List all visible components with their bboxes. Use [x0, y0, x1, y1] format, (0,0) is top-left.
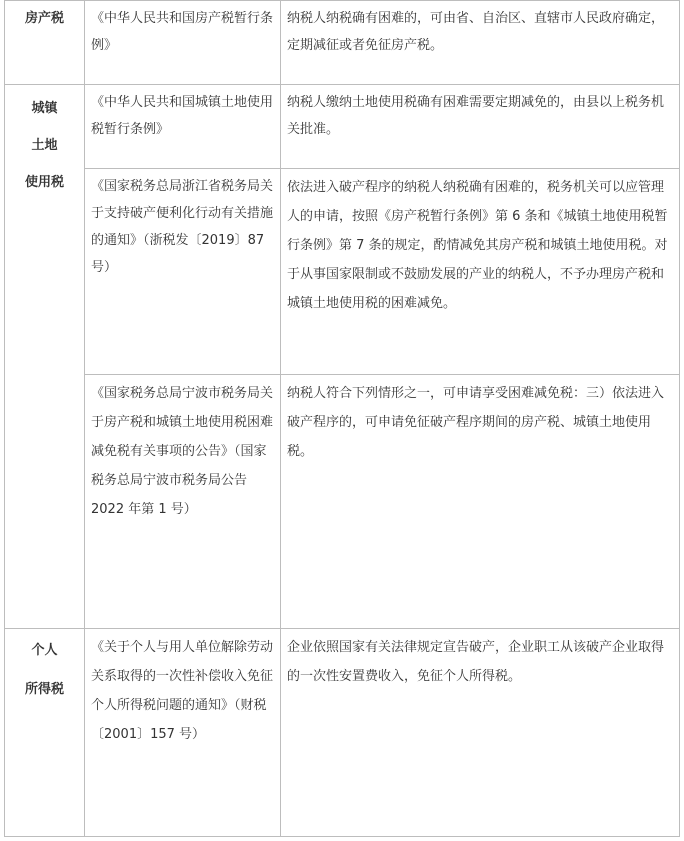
law-cell	[85, 1, 281, 85]
description-text: 纳税人符合下列情形之一，可申请享受困难减免税：三）依法进入破产程序的，可申请免征破产程序期间的房产税、城镇土地使用税。	[287, 386, 665, 459]
law-text: 《国家税务总局浙江省税务局关于支持破产便利化行动有关措施的通知》（浙税发〔2019〕87 号）	[91, 179, 274, 275]
description-text: 纳税人纳税确有困难的，可由省、自治区、直辖市人民政府确定，定期减征或者免征房产税。	[287, 11, 665, 53]
description-cell	[281, 85, 680, 169]
category-label: 个人	[31, 643, 58, 658]
category-label: 房产税	[24, 11, 64, 26]
description-cell	[281, 375, 680, 629]
category-label: 土地	[31, 138, 58, 153]
table-row	[5, 169, 680, 375]
category-label: 城镇	[31, 101, 58, 116]
law-text: 《关于个人与用人单位解除劳动关系取得的一次性补偿收入免征个人所得税问题的通知》（财税〔2001〕157 号）	[91, 640, 274, 742]
table-row	[5, 629, 680, 837]
description-cell	[281, 169, 680, 375]
category-label: 使用税	[24, 175, 64, 190]
description-cell	[281, 1, 680, 85]
law-text: 《中华人民共和国城镇土地使用税暂行条例》	[91, 95, 274, 137]
tax-policy-table	[4, 0, 680, 837]
description-text: 依法进入破产程序的纳税人纳税确有困难的，税务机关可以应管理人的申请，按照《房产税暂行条例》第 6 条和《城镇土地使用税暂行条例》第 7 条的规定，酌情减免其房产税和城镇土地使用税。对于从事国家限制或不鼓励发展的产业的纳税人，不予办理房产税和城镇土地使用税的困难减免。	[287, 180, 668, 311]
category-cell	[5, 85, 85, 629]
law-cell	[85, 85, 281, 169]
description-cell	[281, 629, 680, 837]
category-cell	[5, 629, 85, 837]
law-cell	[85, 375, 281, 629]
table-row	[5, 1, 680, 85]
table-row	[5, 375, 680, 629]
law-cell	[85, 629, 281, 837]
category-label: 所得税	[24, 682, 64, 697]
table-row	[5, 85, 680, 169]
law-text: 《中华人民共和国房产税暂行条例》	[91, 11, 274, 53]
law-cell	[85, 169, 281, 375]
law-text: 《国家税务总局宁波市税务局关于房产税和城镇土地使用税困难减免税有关事项的公告》（国家税务总局宁波市税务局公告 2022 年第 1 号）	[91, 386, 274, 517]
description-text: 企业依照国家有关法律规定宣告破产，企业职工从该破产企业取得的一次性安置费收入，免征个人所得税。	[287, 640, 665, 684]
category-cell	[5, 1, 85, 85]
description-text: 纳税人缴纳土地使用税确有困难需要定期减免的，由县以上税务机关批准。	[287, 95, 665, 137]
